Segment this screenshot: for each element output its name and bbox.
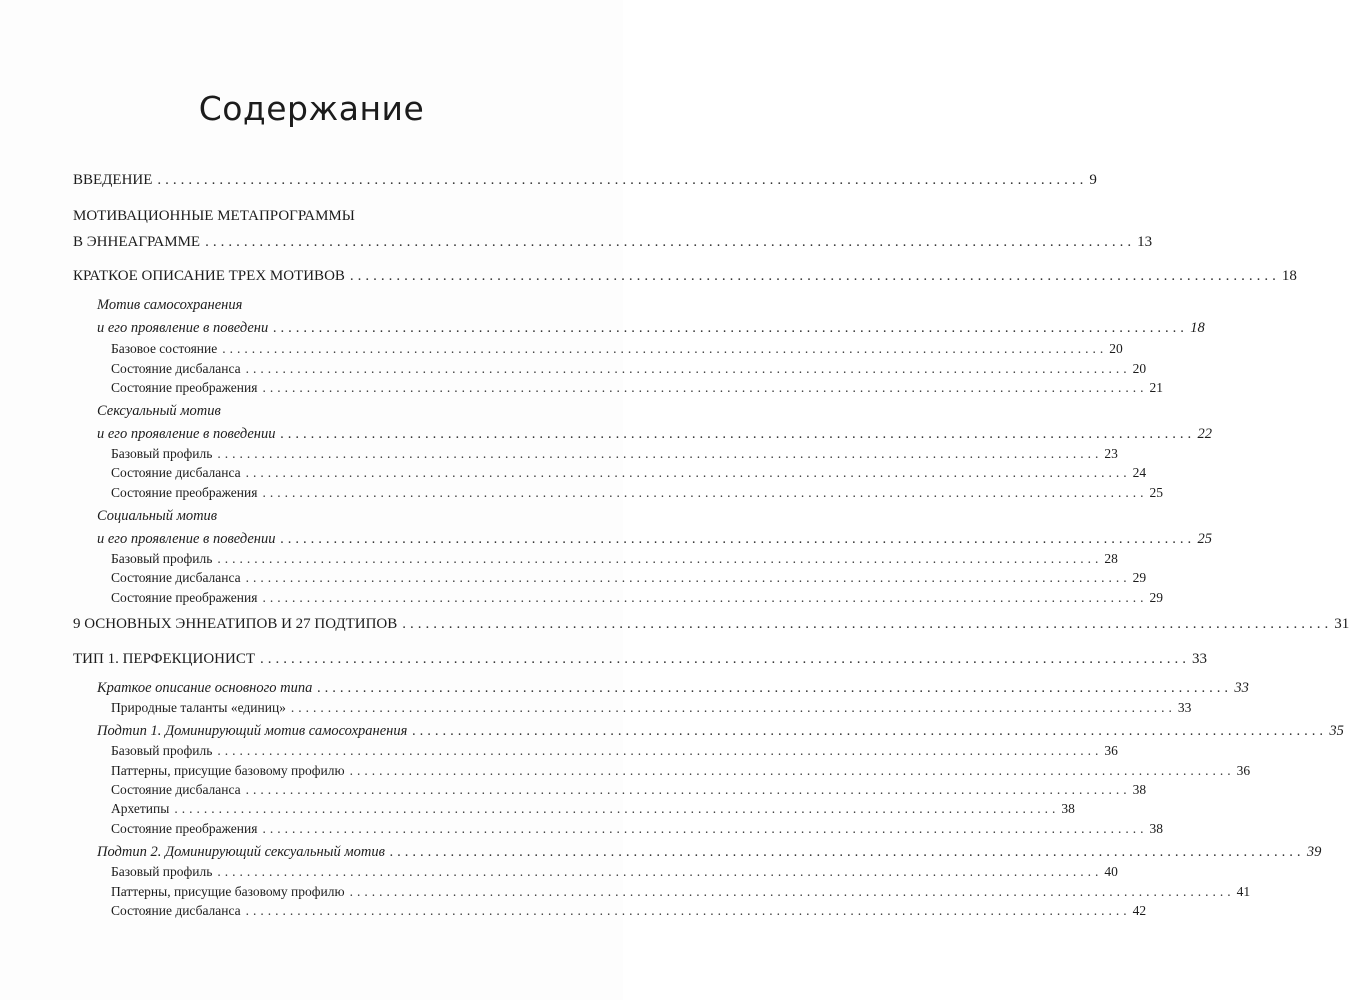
toc-page-number: 33 bbox=[1234, 680, 1249, 696]
toc-entry-title: и его проявление в поведении bbox=[97, 531, 276, 547]
toc-entry-title: Паттерны, присущие базовому профилю bbox=[111, 884, 345, 899]
toc-entry[interactable] bbox=[97, 723, 1344, 740]
toc-entry[interactable] bbox=[111, 763, 1251, 779]
toc-entry[interactable] bbox=[111, 361, 1147, 377]
toc-entry[interactable] bbox=[73, 234, 1153, 251]
dot-leader: ........................................................................................................................ bbox=[205, 234, 1136, 250]
toc-entry[interactable] bbox=[111, 884, 1251, 900]
dot-leader: ........................................................................................................................ bbox=[262, 485, 1148, 500]
dot-leader: ........................................................................................................................ bbox=[245, 570, 1131, 585]
toc-page-number: 35 bbox=[1329, 723, 1344, 739]
toc-entry[interactable] bbox=[97, 531, 1212, 548]
toc-page-number: 33 bbox=[1177, 700, 1192, 715]
toc-page-number: 25 bbox=[1197, 531, 1212, 547]
dot-leader: ........................................................................................................................ bbox=[317, 680, 1233, 696]
dot-leader: ........................................................................................................................ bbox=[260, 651, 1191, 667]
dot-leader: ........................................................................................................................ bbox=[217, 446, 1103, 461]
toc-page-number: 22 bbox=[1197, 426, 1212, 442]
toc-entry[interactable] bbox=[97, 844, 1322, 861]
toc-entry[interactable] bbox=[111, 570, 1147, 586]
toc-entry-title: Природные таланты «единиц» bbox=[111, 700, 286, 715]
dot-leader: ........................................................................................................................ bbox=[245, 361, 1131, 376]
toc-page-number: 38 bbox=[1149, 821, 1163, 836]
dot-leader: ........................................................................................................................ bbox=[245, 782, 1131, 797]
toc-entry[interactable] bbox=[111, 821, 1163, 837]
dot-leader: ........................................................................................................................ bbox=[217, 743, 1103, 758]
toc-page-number: 40 bbox=[1104, 864, 1118, 879]
toc-entry-title: ВВЕДЕНИЕ bbox=[73, 172, 153, 188]
toc-entry[interactable] bbox=[97, 680, 1249, 697]
toc-page-number: 29 bbox=[1149, 590, 1163, 605]
toc-page-number: 13 bbox=[1137, 234, 1153, 250]
toc-entry[interactable] bbox=[111, 903, 1147, 919]
toc-entry[interactable] bbox=[111, 380, 1163, 396]
toc-heading-line: Социальный мотив bbox=[97, 508, 218, 524]
toc-entry-title: Состояние дисбаланса bbox=[111, 903, 241, 918]
toc-page-number: 38 bbox=[1061, 801, 1075, 816]
toc-entry-title: и его проявление в поведени bbox=[97, 320, 269, 336]
toc-entry[interactable] bbox=[97, 426, 1212, 443]
toc-page-number: 23 bbox=[1104, 446, 1118, 461]
toc-page-number: 24 bbox=[1132, 465, 1147, 480]
toc-entry-title: Состояние дисбаланса bbox=[111, 782, 241, 797]
dot-leader: ........................................................................................................................ bbox=[389, 844, 1305, 860]
toc-entry[interactable] bbox=[111, 485, 1163, 501]
toc-page-number: 20 bbox=[1109, 341, 1123, 356]
toc-entry[interactable] bbox=[111, 864, 1118, 880]
toc-entry[interactable] bbox=[111, 590, 1163, 606]
dot-leader: ........................................................................................................................ bbox=[222, 341, 1108, 356]
toc-entry[interactable] bbox=[111, 782, 1147, 798]
toc-entry-title: КРАТКОЕ ОПИСАНИЕ ТРЕХ МОТИВОВ bbox=[73, 268, 345, 284]
toc-entry-title: Подтип 2. Доминирующий сексуальный мотив bbox=[97, 844, 385, 860]
toc-page-number: 36 bbox=[1236, 763, 1251, 778]
toc-entry-title: Архетипы bbox=[111, 801, 170, 816]
dot-leader: ........................................................................................................................ bbox=[402, 616, 1333, 632]
toc-entry-title: Базовое состояние bbox=[111, 341, 218, 356]
toc-page-number: 9 bbox=[1089, 172, 1097, 188]
toc-entry[interactable] bbox=[73, 616, 1349, 633]
toc-page-number: 21 bbox=[1149, 380, 1163, 395]
dot-leader: ........................................................................................................................ bbox=[262, 380, 1148, 395]
toc-page-number: 36 bbox=[1104, 743, 1118, 758]
toc-entry[interactable] bbox=[111, 743, 1118, 759]
dot-leader: ........................................................................................................................ bbox=[262, 821, 1148, 836]
toc-entry-title: Состояние дисбаланса bbox=[111, 465, 241, 480]
toc-page-number: 31 bbox=[1334, 616, 1349, 632]
dot-leader: ........................................................................................................................ bbox=[280, 531, 1196, 547]
toc-entry-title: 9 ОСНОВНЫХ ЭННЕАТИПОВ И 27 ПОДТИПОВ bbox=[73, 616, 398, 632]
dot-leader: ........................................................................................................................ bbox=[217, 551, 1103, 566]
toc-page-number: 25 bbox=[1149, 485, 1163, 500]
toc-heading-line: Сексуальный мотив bbox=[97, 403, 221, 419]
toc-entry[interactable] bbox=[73, 268, 1297, 285]
toc-entry-title: В ЭННЕАГРАММЕ bbox=[73, 234, 201, 250]
toc-entry-title: Базовый профиль bbox=[111, 446, 213, 461]
toc-entry[interactable] bbox=[111, 700, 1192, 716]
dot-leader: ........................................................................................................................ bbox=[349, 763, 1235, 778]
toc-entry[interactable] bbox=[73, 651, 1208, 668]
dot-leader: ........................................................................................................................ bbox=[174, 801, 1060, 816]
toc-page-number: 29 bbox=[1132, 570, 1147, 585]
toc-heading-line: МОТИВАЦИОННЫЕ МЕТАПРОГРАММЫ bbox=[73, 208, 355, 224]
dot-leader: ........................................................................................................................ bbox=[245, 465, 1131, 480]
dot-leader: ........................................................................................................................ bbox=[280, 426, 1196, 442]
toc-entry-title: Состояние дисбаланса bbox=[111, 361, 241, 376]
toc-entry[interactable] bbox=[73, 172, 1097, 189]
toc-page-number: 38 bbox=[1132, 782, 1147, 797]
toc-entry[interactable] bbox=[111, 446, 1118, 462]
toc-page-number: 18 bbox=[1281, 268, 1297, 284]
toc-page-number: 28 bbox=[1104, 551, 1118, 566]
toc-entry-title: Базовый профиль bbox=[111, 743, 213, 758]
toc-page-number: 20 bbox=[1132, 361, 1147, 376]
toc-entry-title: Базовый профиль bbox=[111, 551, 213, 566]
toc-entry[interactable] bbox=[111, 341, 1123, 357]
toc-heading-line: Мотив самосохранения bbox=[97, 297, 243, 313]
dot-leader: ........................................................................................................................ bbox=[349, 884, 1235, 899]
toc-page-number: 39 bbox=[1306, 844, 1322, 860]
toc-entry-title: Паттерны, присущие базовому профилю bbox=[111, 763, 345, 778]
dot-leader: ........................................................................................................................ bbox=[290, 700, 1176, 715]
toc-entry[interactable] bbox=[97, 320, 1205, 337]
toc-page-number: 42 bbox=[1132, 903, 1147, 918]
page-title: Содержание bbox=[198, 89, 425, 128]
dot-leader: ........................................................................................................................ bbox=[245, 903, 1131, 918]
dot-leader: ........................................................................................................................ bbox=[273, 320, 1189, 336]
toc-page-number: 18 bbox=[1190, 320, 1205, 336]
toc-entry[interactable] bbox=[111, 551, 1118, 567]
toc-entry-title: Состояние преображения bbox=[111, 485, 258, 500]
toc-entry-title: Состояние преображения bbox=[111, 380, 258, 395]
toc-page-number: 33 bbox=[1192, 651, 1208, 667]
toc-entry-title: Краткое описание основного типа bbox=[97, 680, 313, 696]
toc-entry-title: и его проявление в поведении bbox=[97, 426, 276, 442]
toc-entry-title: Состояние преображения bbox=[111, 590, 258, 605]
dot-leader: ........................................................................................................................ bbox=[349, 268, 1280, 284]
toc-page-number: 41 bbox=[1236, 884, 1251, 899]
toc-entry[interactable] bbox=[111, 801, 1075, 817]
dot-leader: ........................................................................................................................ bbox=[217, 864, 1103, 879]
toc-entry-title: Состояние дисбаланса bbox=[111, 570, 241, 585]
toc-entry[interactable] bbox=[111, 465, 1147, 481]
dot-leader: ........................................................................................................................ bbox=[157, 172, 1088, 188]
toc-entry-title: Подтип 1. Доминирующий мотив самосохранения bbox=[97, 723, 408, 739]
toc-entry-title: Состояние преображения bbox=[111, 821, 258, 836]
dot-leader: ........................................................................................................................ bbox=[412, 723, 1328, 739]
toc-entry-title: ТИП 1. ПЕРФЕКЦИОНИСТ bbox=[73, 651, 256, 667]
toc-entry-title: Базовый профиль bbox=[111, 864, 213, 879]
dot-leader: ........................................................................................................................ bbox=[262, 590, 1148, 605]
